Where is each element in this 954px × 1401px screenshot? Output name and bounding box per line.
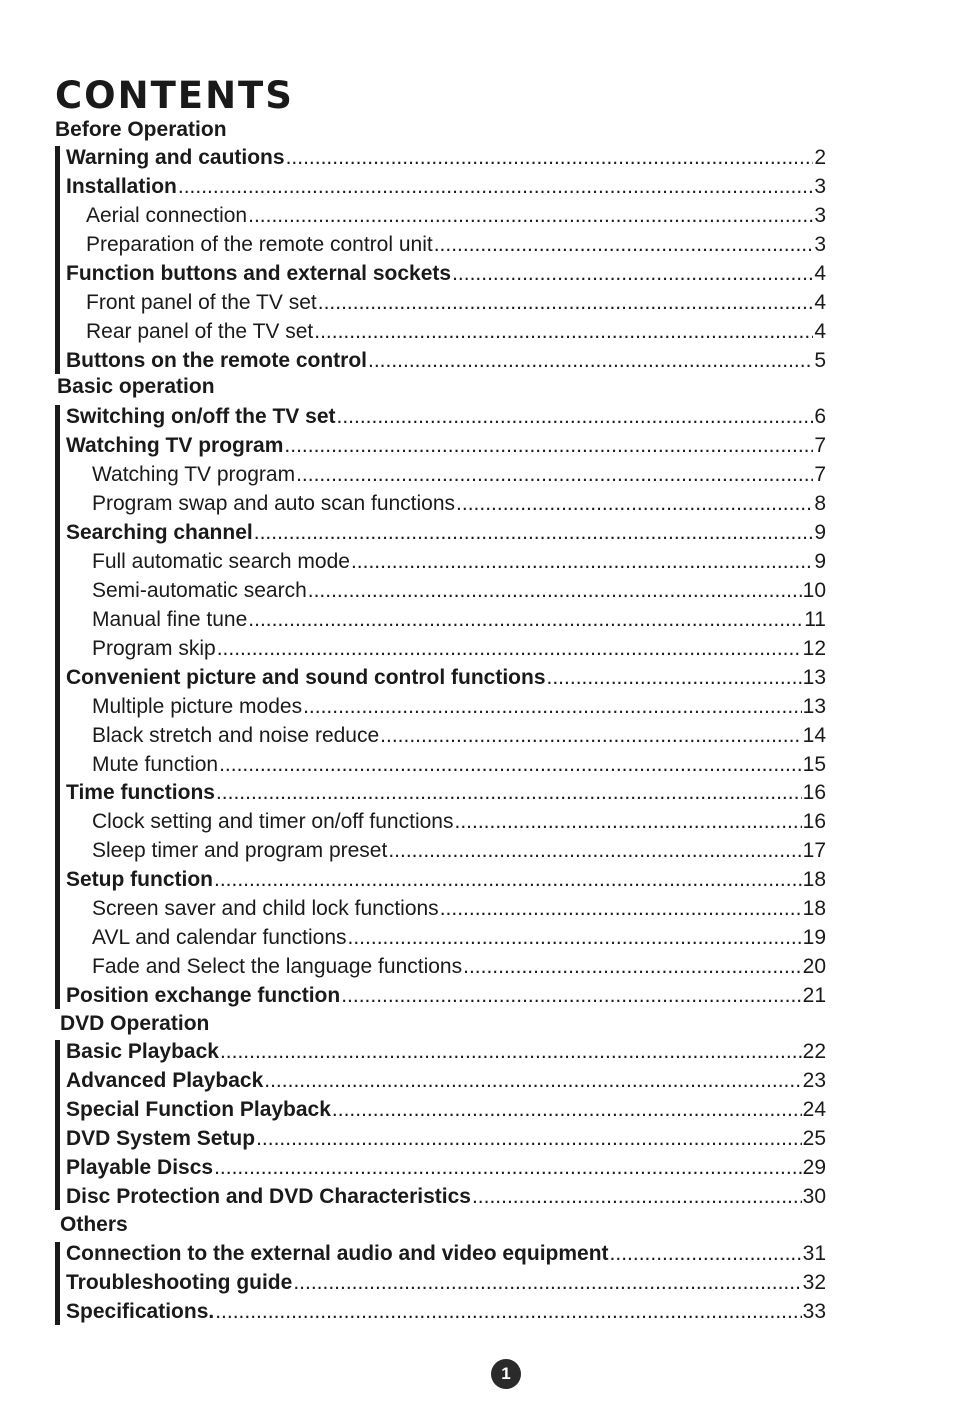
- dot-leader: [368, 347, 813, 375]
- toc-entry-page: 23: [802, 1068, 826, 1092]
- toc-entry-page: 22: [802, 1040, 826, 1063]
- toc-entry-label: Special Function Playback: [66, 1097, 331, 1121]
- toc-entry-page: 19: [802, 926, 826, 950]
- dot-leader: [308, 577, 802, 605]
- toc-entry[interactable]: [86, 231, 826, 259]
- dot-leader: [388, 837, 801, 865]
- toc-entry[interactable]: [92, 953, 826, 981]
- toc-entry-label: Disc Protection and DVD Characteristics: [66, 1184, 471, 1208]
- toc-entry-label: Buttons on the remote control: [66, 348, 367, 372]
- dot-leader: [454, 808, 801, 836]
- toc-entry-label: Playable Discs: [66, 1155, 214, 1179]
- toc-entry[interactable]: [92, 808, 826, 836]
- toc-entry[interactable]: [86, 289, 826, 317]
- toc-entry[interactable]: [86, 318, 826, 346]
- page-number-badge: 1: [491, 1359, 521, 1389]
- toc-entry-label: Full automatic search mode: [92, 549, 350, 573]
- dot-leader: [256, 1125, 802, 1153]
- toc-entry-label: Switching on/off the TV set: [66, 405, 336, 428]
- dot-leader: [348, 924, 802, 952]
- toc-entry[interactable]: [86, 202, 826, 230]
- dot-leader: [472, 1183, 802, 1211]
- toc-entry[interactable]: [92, 722, 826, 750]
- section-heading: Others: [60, 1213, 128, 1236]
- dot-leader: [264, 1067, 801, 1095]
- toc-entry[interactable]: [92, 606, 826, 634]
- dot-leader: [214, 1154, 802, 1182]
- toc-entry-label: Installation: [66, 174, 177, 198]
- dot-leader: [214, 866, 802, 894]
- toc-entry-label: Time functions: [66, 781, 215, 805]
- toc-entry-label: Basic Playback: [66, 1040, 219, 1063]
- dot-leader: [456, 490, 813, 518]
- dot-leader: [351, 548, 813, 576]
- toc-entry-page: 9: [814, 549, 826, 573]
- toc-entry-page: 2: [814, 146, 826, 169]
- toc-entry[interactable]: [66, 1096, 826, 1124]
- section-heading: DVD Operation: [60, 1012, 210, 1035]
- toc-entry-page: 33: [802, 1299, 826, 1323]
- toc-entry-label: Advanced Playback: [66, 1068, 264, 1092]
- dot-leader: [318, 289, 814, 317]
- section-bar: [55, 146, 60, 374]
- dot-leader: [286, 144, 814, 172]
- toc-entry-label: Watching TV program: [92, 462, 296, 486]
- toc-entry[interactable]: [66, 1067, 826, 1095]
- section-bar: [55, 1242, 60, 1325]
- toc-entry-label: Rear panel of the TV set: [86, 319, 314, 343]
- toc-entry-label: Troubleshooting guide: [66, 1270, 293, 1294]
- toc-entry[interactable]: [66, 403, 826, 431]
- dot-leader: [248, 606, 803, 634]
- dot-leader: [216, 779, 802, 807]
- toc-entry[interactable]: [66, 1183, 826, 1211]
- toc-entry-page: 9: [814, 520, 826, 544]
- dot-leader: [341, 982, 801, 1010]
- toc-entry[interactable]: [92, 837, 826, 865]
- toc-entry-label: Front panel of the TV set: [86, 290, 317, 314]
- toc-entry-label: Mute function: [92, 752, 219, 776]
- toc-entry[interactable]: [92, 577, 826, 605]
- page-title: CONTENTS: [55, 74, 294, 117]
- toc-entry-label: Multiple picture modes: [92, 694, 303, 718]
- toc-entry[interactable]: [66, 1240, 826, 1268]
- toc-entry-label: Program swap and auto scan functions: [92, 491, 456, 515]
- toc-entry-page: 32: [802, 1270, 826, 1294]
- section-bar: [55, 405, 60, 1009]
- toc-entry-label: Aerial connection: [86, 203, 248, 227]
- toc-entry[interactable]: [92, 693, 826, 721]
- toc-entry-page: 13: [802, 665, 826, 689]
- toc-entry-label: Position exchange function: [66, 984, 341, 1008]
- dot-leader: [463, 953, 802, 981]
- toc-entry-page: 7: [814, 433, 826, 457]
- toc-entry-page: 30: [802, 1184, 826, 1208]
- toc-entry-label: Black stretch and noise reduce: [92, 723, 380, 747]
- toc-entry-page: 6: [814, 405, 826, 428]
- dot-leader: [314, 318, 813, 346]
- toc-entry[interactable]: [66, 1298, 826, 1326]
- toc-entry-page: 12: [802, 636, 826, 660]
- toc-entry-page: 18: [802, 897, 826, 921]
- section-heading: Basic operation: [57, 375, 215, 398]
- dot-leader: [215, 1298, 801, 1326]
- toc-entry-page: 15: [802, 752, 826, 776]
- dot-leader: [332, 1096, 802, 1124]
- dot-leader: [220, 1038, 802, 1066]
- dot-leader: [254, 519, 814, 547]
- toc-entry-page: 21: [802, 984, 826, 1008]
- dot-leader: [610, 1240, 802, 1268]
- toc-entry-label: Watching TV program: [66, 433, 284, 457]
- toc-entry[interactable]: [92, 751, 826, 779]
- toc-entry-label: Program skip: [92, 636, 216, 660]
- toc-entry-page: 3: [814, 232, 826, 256]
- toc-entry-page: 4: [814, 290, 826, 314]
- dot-leader: [434, 231, 814, 259]
- toc-entry-page: 4: [814, 261, 826, 285]
- toc-entry-page: 11: [804, 607, 826, 631]
- toc-entry-label: Screen saver and child lock functions: [92, 897, 439, 921]
- dot-leader: [337, 403, 814, 431]
- dot-leader: [380, 722, 801, 750]
- toc-entry-label: Warning and cautions: [66, 146, 285, 169]
- toc-entry-page: 5: [814, 348, 826, 372]
- dot-leader: [452, 260, 813, 288]
- toc-entry-page: 14: [802, 723, 826, 747]
- toc-entry-page: 29: [802, 1155, 826, 1179]
- toc-entry-label: Manual fine tune: [92, 607, 248, 631]
- dot-leader: [293, 1269, 801, 1297]
- toc-entry-label: Searching channel: [66, 520, 253, 544]
- dot-leader: [178, 173, 813, 201]
- toc-entry[interactable]: [66, 1269, 826, 1297]
- toc-entry-page: 16: [802, 781, 826, 805]
- toc-entry-page: 3: [814, 203, 826, 227]
- dot-leader: [303, 693, 802, 721]
- section-bar: [55, 1040, 60, 1210]
- toc-entry[interactable]: [66, 779, 826, 807]
- toc-entry[interactable]: [66, 260, 826, 288]
- toc-entry[interactable]: [66, 982, 826, 1010]
- toc-entry-label: Preparation of the remote control unit: [86, 232, 433, 256]
- toc-entry[interactable]: [66, 432, 826, 460]
- toc-entry-page: 4: [814, 319, 826, 343]
- toc-entry[interactable]: [92, 635, 826, 663]
- toc-entry-label: DVD System Setup: [66, 1126, 256, 1150]
- toc-entry-page: 24: [802, 1097, 826, 1121]
- toc-entry-page: 16: [802, 810, 826, 834]
- toc-entry-label: AVL and calendar functions: [92, 926, 347, 950]
- toc-entry-page: 3: [814, 174, 826, 198]
- toc-entry[interactable]: [92, 548, 826, 576]
- toc-entry[interactable]: [66, 173, 826, 201]
- toc-entry-label: Fade and Select the language functions: [92, 955, 463, 979]
- section-heading: Before Operation: [55, 118, 227, 141]
- toc-entry[interactable]: [92, 924, 826, 952]
- toc-entry-page: 18: [802, 868, 826, 892]
- dot-leader: [284, 432, 813, 460]
- toc-entry[interactable]: [66, 144, 826, 172]
- toc-entry-page: 31: [802, 1242, 826, 1265]
- toc-entry-label: Specifications.: [66, 1299, 215, 1323]
- toc-entry-page: 17: [802, 839, 826, 863]
- toc-entry[interactable]: [66, 1038, 826, 1066]
- toc-entry[interactable]: [66, 664, 826, 692]
- dot-leader: [440, 895, 802, 923]
- dot-leader: [296, 461, 813, 489]
- toc-entry-label: Clock setting and timer on/off functions: [92, 810, 454, 834]
- toc-entry[interactable]: [92, 490, 826, 518]
- dot-leader: [248, 202, 813, 230]
- toc-entry-label: Function buttons and external sockets: [66, 261, 452, 285]
- toc-entry-page: 20: [802, 955, 826, 979]
- toc-entry-page: 25: [802, 1126, 826, 1150]
- toc-entry-label: Connection to the external audio and video equipment: [66, 1242, 609, 1265]
- toc-entry-label: Setup function: [66, 868, 213, 892]
- toc-entry-label: Sleep timer and program preset: [92, 839, 388, 863]
- toc-entry[interactable]: [66, 866, 826, 894]
- toc-entry[interactable]: [66, 519, 826, 547]
- toc-entry[interactable]: [92, 895, 826, 923]
- toc-entry[interactable]: [66, 1125, 826, 1153]
- toc-entry-page: 10: [802, 578, 826, 602]
- dot-leader: [547, 664, 802, 692]
- dot-leader: [219, 751, 802, 779]
- dot-leader: [217, 635, 802, 663]
- toc-entry-label: Semi-automatic search: [92, 578, 307, 602]
- toc-entry-page: 8: [814, 491, 826, 515]
- toc-entry-page: 7: [814, 462, 826, 486]
- toc-entry[interactable]: [66, 1154, 826, 1182]
- toc-entry-page: 13: [802, 694, 826, 718]
- toc-entry[interactable]: [66, 347, 826, 375]
- toc-entry-label: Convenient picture and sound control functions: [66, 665, 546, 689]
- toc-entry[interactable]: [92, 461, 826, 489]
